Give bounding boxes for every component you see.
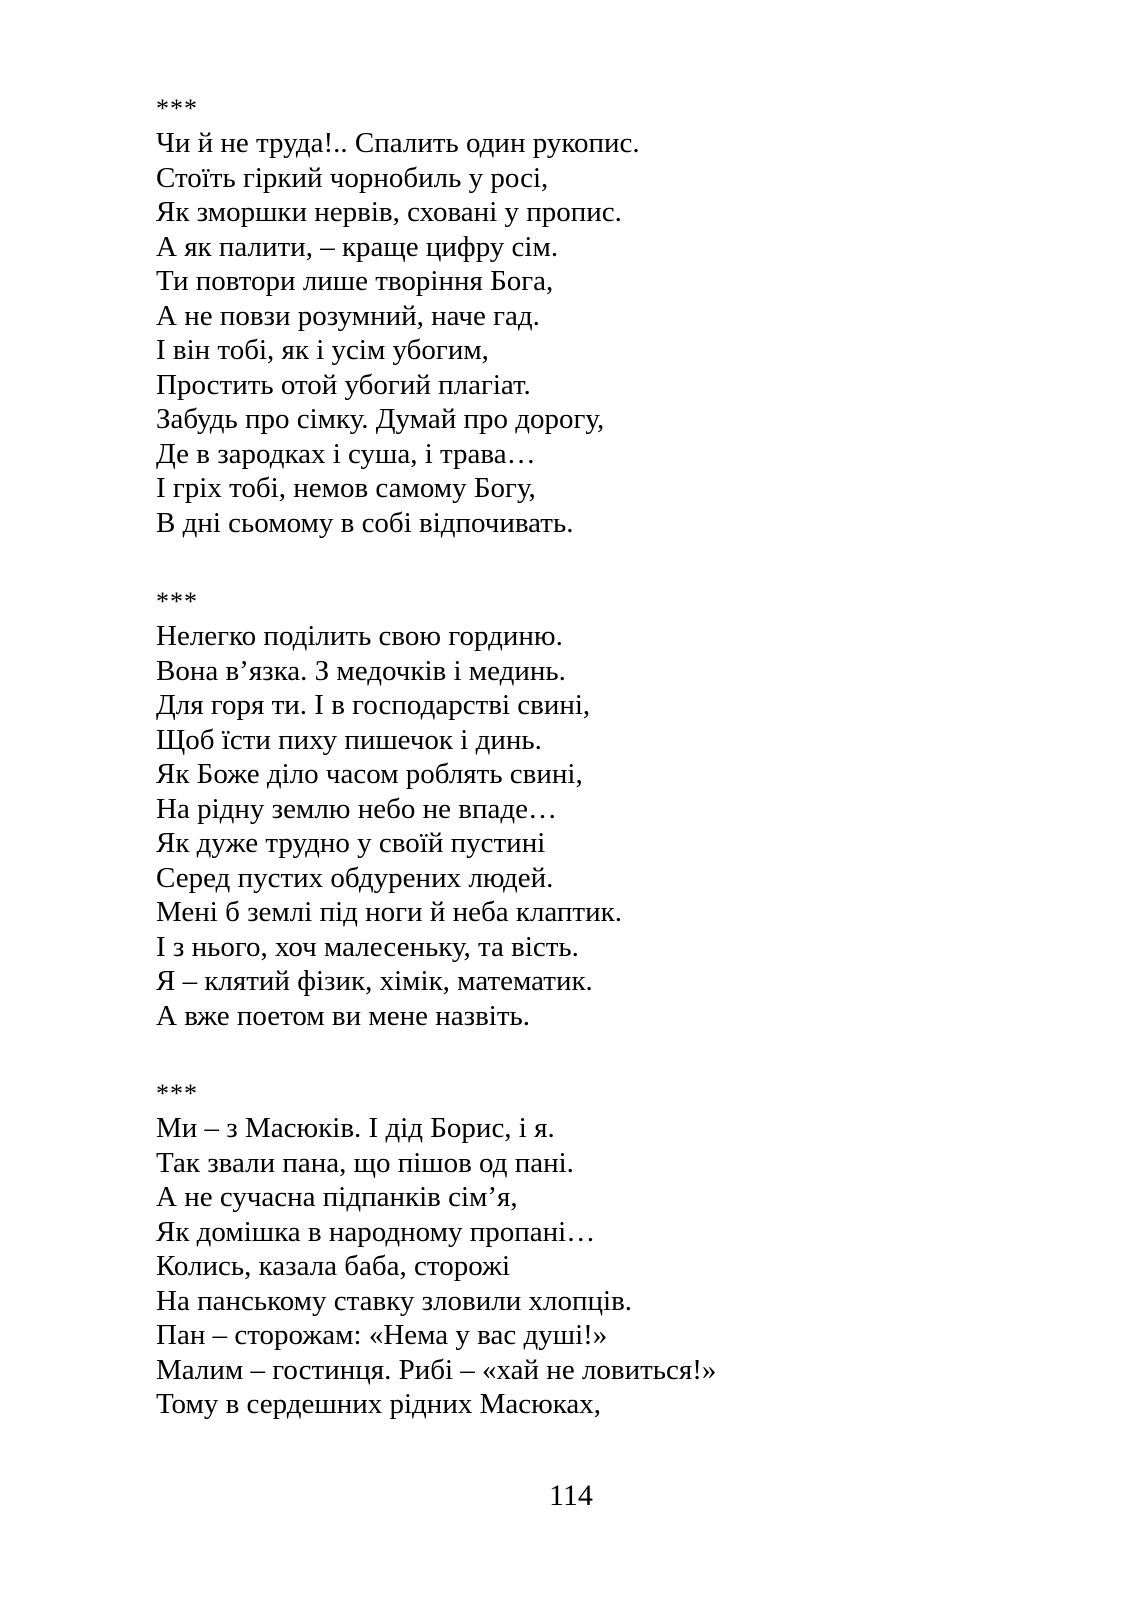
poem-stanza-3 bbox=[156, 1077, 856, 1422]
page-number: 114 bbox=[549, 1479, 593, 1512]
poem-line: Для горя ти. І в господарстві свині, bbox=[156, 689, 591, 721]
poem-line: Як Боже діло часом роблять свині, bbox=[156, 758, 583, 790]
poem-line: Ти повтори лише творіння Бога, bbox=[156, 265, 554, 297]
poem-line: Як домішка в народному пропані… bbox=[156, 1215, 596, 1248]
poem-line: Так звали пана, що пішов од пані. bbox=[156, 1146, 574, 1179]
poem-line: Малим – гостинця. Рибі – «хай не ловиться!» bbox=[156, 1353, 717, 1386]
poem-line: Вона в’язка. З медочків і мединь. bbox=[156, 654, 566, 687]
poem-line: Як зморшки нервів, сховані у пропис. bbox=[156, 196, 622, 228]
poem-line: В дні сьомому в собі відпочивать. bbox=[156, 506, 574, 539]
stanza-separator: *** bbox=[156, 94, 198, 123]
poem-line: Мені б землі під ноги й неба клаптик. bbox=[156, 896, 622, 928]
poem-line: Чи й не труда!.. Спалить один рукопис. bbox=[156, 127, 640, 159]
poem-stanza-2 bbox=[156, 585, 856, 1033]
poem-line: Простить отой убогий плагіат. bbox=[156, 368, 531, 401]
poem-line: Ми – з Масюків. І дід Борис, і я. bbox=[156, 1112, 555, 1144]
poem-line: А як палити, – краще цифру сім. bbox=[156, 230, 559, 263]
poem-line: Щоб їсти пиху пишечок і динь. bbox=[156, 723, 542, 756]
poem-line: Забудь про сімку. Думай про дорогу, bbox=[156, 403, 605, 435]
poem-line: Як дуже трудно у своїй пустині bbox=[156, 827, 546, 859]
poem-line: Пан – сторожам: «Нема у вас душі!» bbox=[156, 1319, 608, 1351]
stanza-separator: *** bbox=[156, 1079, 198, 1108]
poem-line: Я – клятий фізик, хімік, математик. bbox=[156, 965, 593, 997]
poem-line: І з нього, хоч малесеньку, та вість. bbox=[156, 930, 579, 963]
poem-line: Стоїть гіркий чорнобиль у росі, bbox=[156, 161, 549, 194]
poem-line: Нелегко поділить свою гординю. bbox=[156, 620, 563, 652]
poem-line: А не повзи розумний, наче гад. bbox=[156, 299, 540, 332]
poem-line: І гріх тобі, немов самому Богу, bbox=[156, 472, 536, 504]
poem-line: На рідну землю небо не впаде… bbox=[156, 792, 557, 825]
poem-line: Серед пустих обдурених людей. bbox=[156, 861, 554, 894]
poem-line: А вже поетом ви мене назвіть. bbox=[156, 999, 530, 1032]
poem-line: На панському ставку зловили хлопців. bbox=[156, 1284, 633, 1317]
poem-line: І він тобі, як і усім убогим, bbox=[156, 334, 489, 366]
poem-line: Тому в сердешних рідних Масюках, bbox=[156, 1388, 602, 1420]
poem-stanza-1 bbox=[156, 92, 856, 540]
poem-line: Де в зародках і суша, і трава… bbox=[156, 437, 536, 470]
stanza-separator: *** bbox=[156, 587, 198, 616]
poem-line: А не сучасна підпанків сім’я, bbox=[156, 1181, 518, 1213]
poem-line: Колись, казала баба, сторожі bbox=[156, 1250, 511, 1282]
